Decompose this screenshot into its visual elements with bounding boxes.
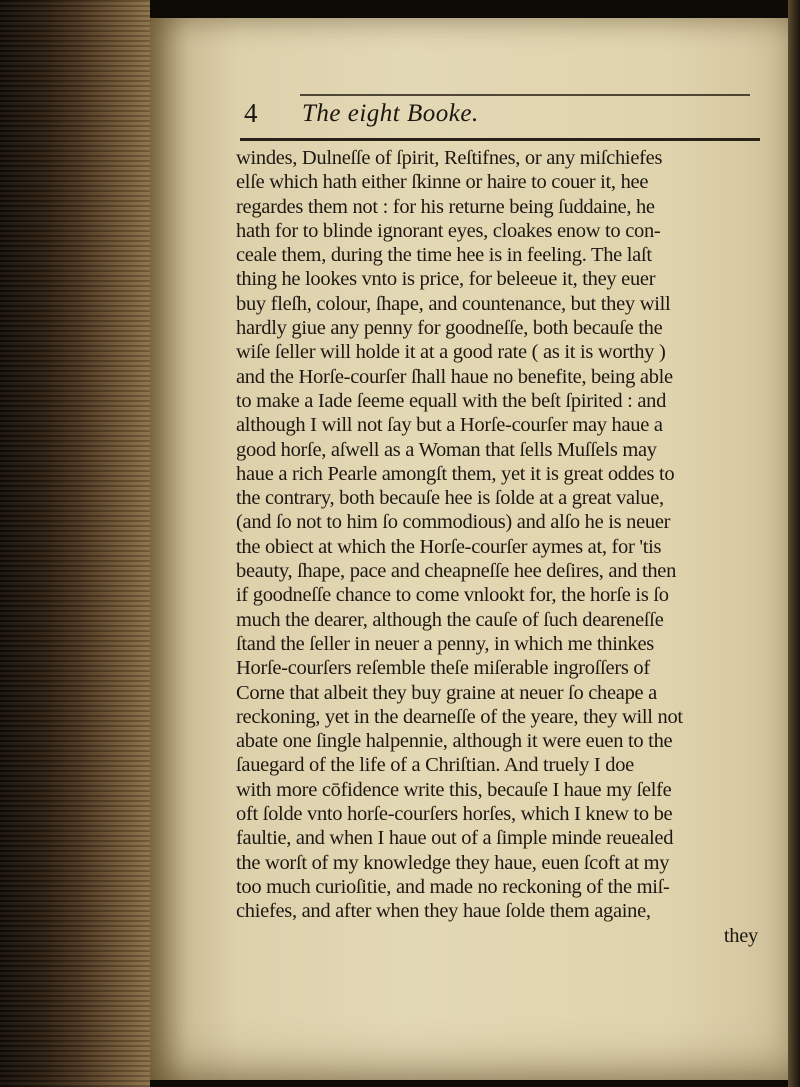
text-line: with more cōfidence write this, becauſe I haue my ſelfe [236,778,672,801]
text-line: much the dearer, although the cauſe of ſuch deareneſſe [236,608,664,631]
body-text [236,146,776,948]
text-line: regardes them not : for his returne being ſuddaine, he [236,195,655,218]
catchword: they [723,924,758,947]
text-line: too much curioſitie, and made no reckoning of the miſ- [236,875,670,898]
text-line: hardly giue any penny for goodneſſe, both becauſe the [236,317,663,340]
text-line: Corne that albeit they buy graine at neuer ſo cheape a [236,681,657,704]
text-line: beauty, ſhape, pace and cheapneſſe hee deſires, and then [236,560,677,583]
running-head: The eight Booke. [302,100,479,127]
header-rule-top [300,94,750,96]
page-edge [788,0,800,1087]
text-line: good horſe, aſwell as a Woman that ſells Muſſels may [236,438,657,461]
text-line: hath for to blinde ignorant eyes, cloakes enow to con- [236,219,661,242]
text-line: ſauegard of the life of a Chriſtian. And truely I doe [236,754,634,777]
text-line: (and ſo not to him ſo commodious) and alſo he is neuer [236,511,671,534]
text-line: the contrary, both becauſe hee is ſolde at a great value, [236,487,664,510]
page-number: 4 [244,98,258,128]
text-line: the worſt of my knowledge they haue, euen ſcoft at my [236,851,670,874]
text-line: oft ſolde vnto horſe-courſers horſes, which I knew to be [236,803,673,826]
text-line: wiſe ſeller will holde it at a good rate ( as it is worthy ) [236,341,666,364]
text-line: and the Horſe-courſer ſhall haue no benefite, being able [236,365,673,388]
text-line: ceale them, during the time hee is in feeling. The laſt [236,244,652,267]
text-line: abate one ſingle halpennie, although it were euen to the [236,730,673,753]
text-line: Horſe-courſers reſemble theſe miſerable ingroſſers of [236,657,650,680]
text-line: although I will not ſay but a Horſe-courſer may haue a [236,414,663,437]
text-line: reckoning, yet in the dearneſſe of the yeare, they will not [236,705,683,728]
text-line: chiefes, and after when they haue ſolde them againe, [236,900,651,923]
text-line: elſe which hath either ſkinne or haire to couer it, hee [236,171,649,194]
page-header [244,94,774,134]
text-line: ſtand the ſeller in neuer a penny, in which me thinkes [236,632,654,655]
book-binding [0,0,150,1087]
text-line: haue a rich Pearle amongſt them, yet it is great oddes to [236,462,675,485]
header-rule [240,138,760,141]
text-line: buy fleſh, colour, ſhape, and countenance, but they will [236,292,671,315]
text-line: faultie, and when I haue out of a ſimple minde reuealed [236,827,674,850]
text-line: if goodneſſe chance to come vnlookt for, the horſe is ſo [236,584,669,607]
text-line: to make a Iade ſeeme equall with the beſt ſpirited : and [236,389,667,412]
text-line: windes, Dulneſſe of ſpirit, Reſtifnes, or any miſchiefes [236,147,663,169]
text-line: thing he lookes vnto is price, for beleeue it, they euer [236,268,656,291]
text-line: the obiect at which the Horſe-courſer aymes at, for 'tis [236,535,662,558]
